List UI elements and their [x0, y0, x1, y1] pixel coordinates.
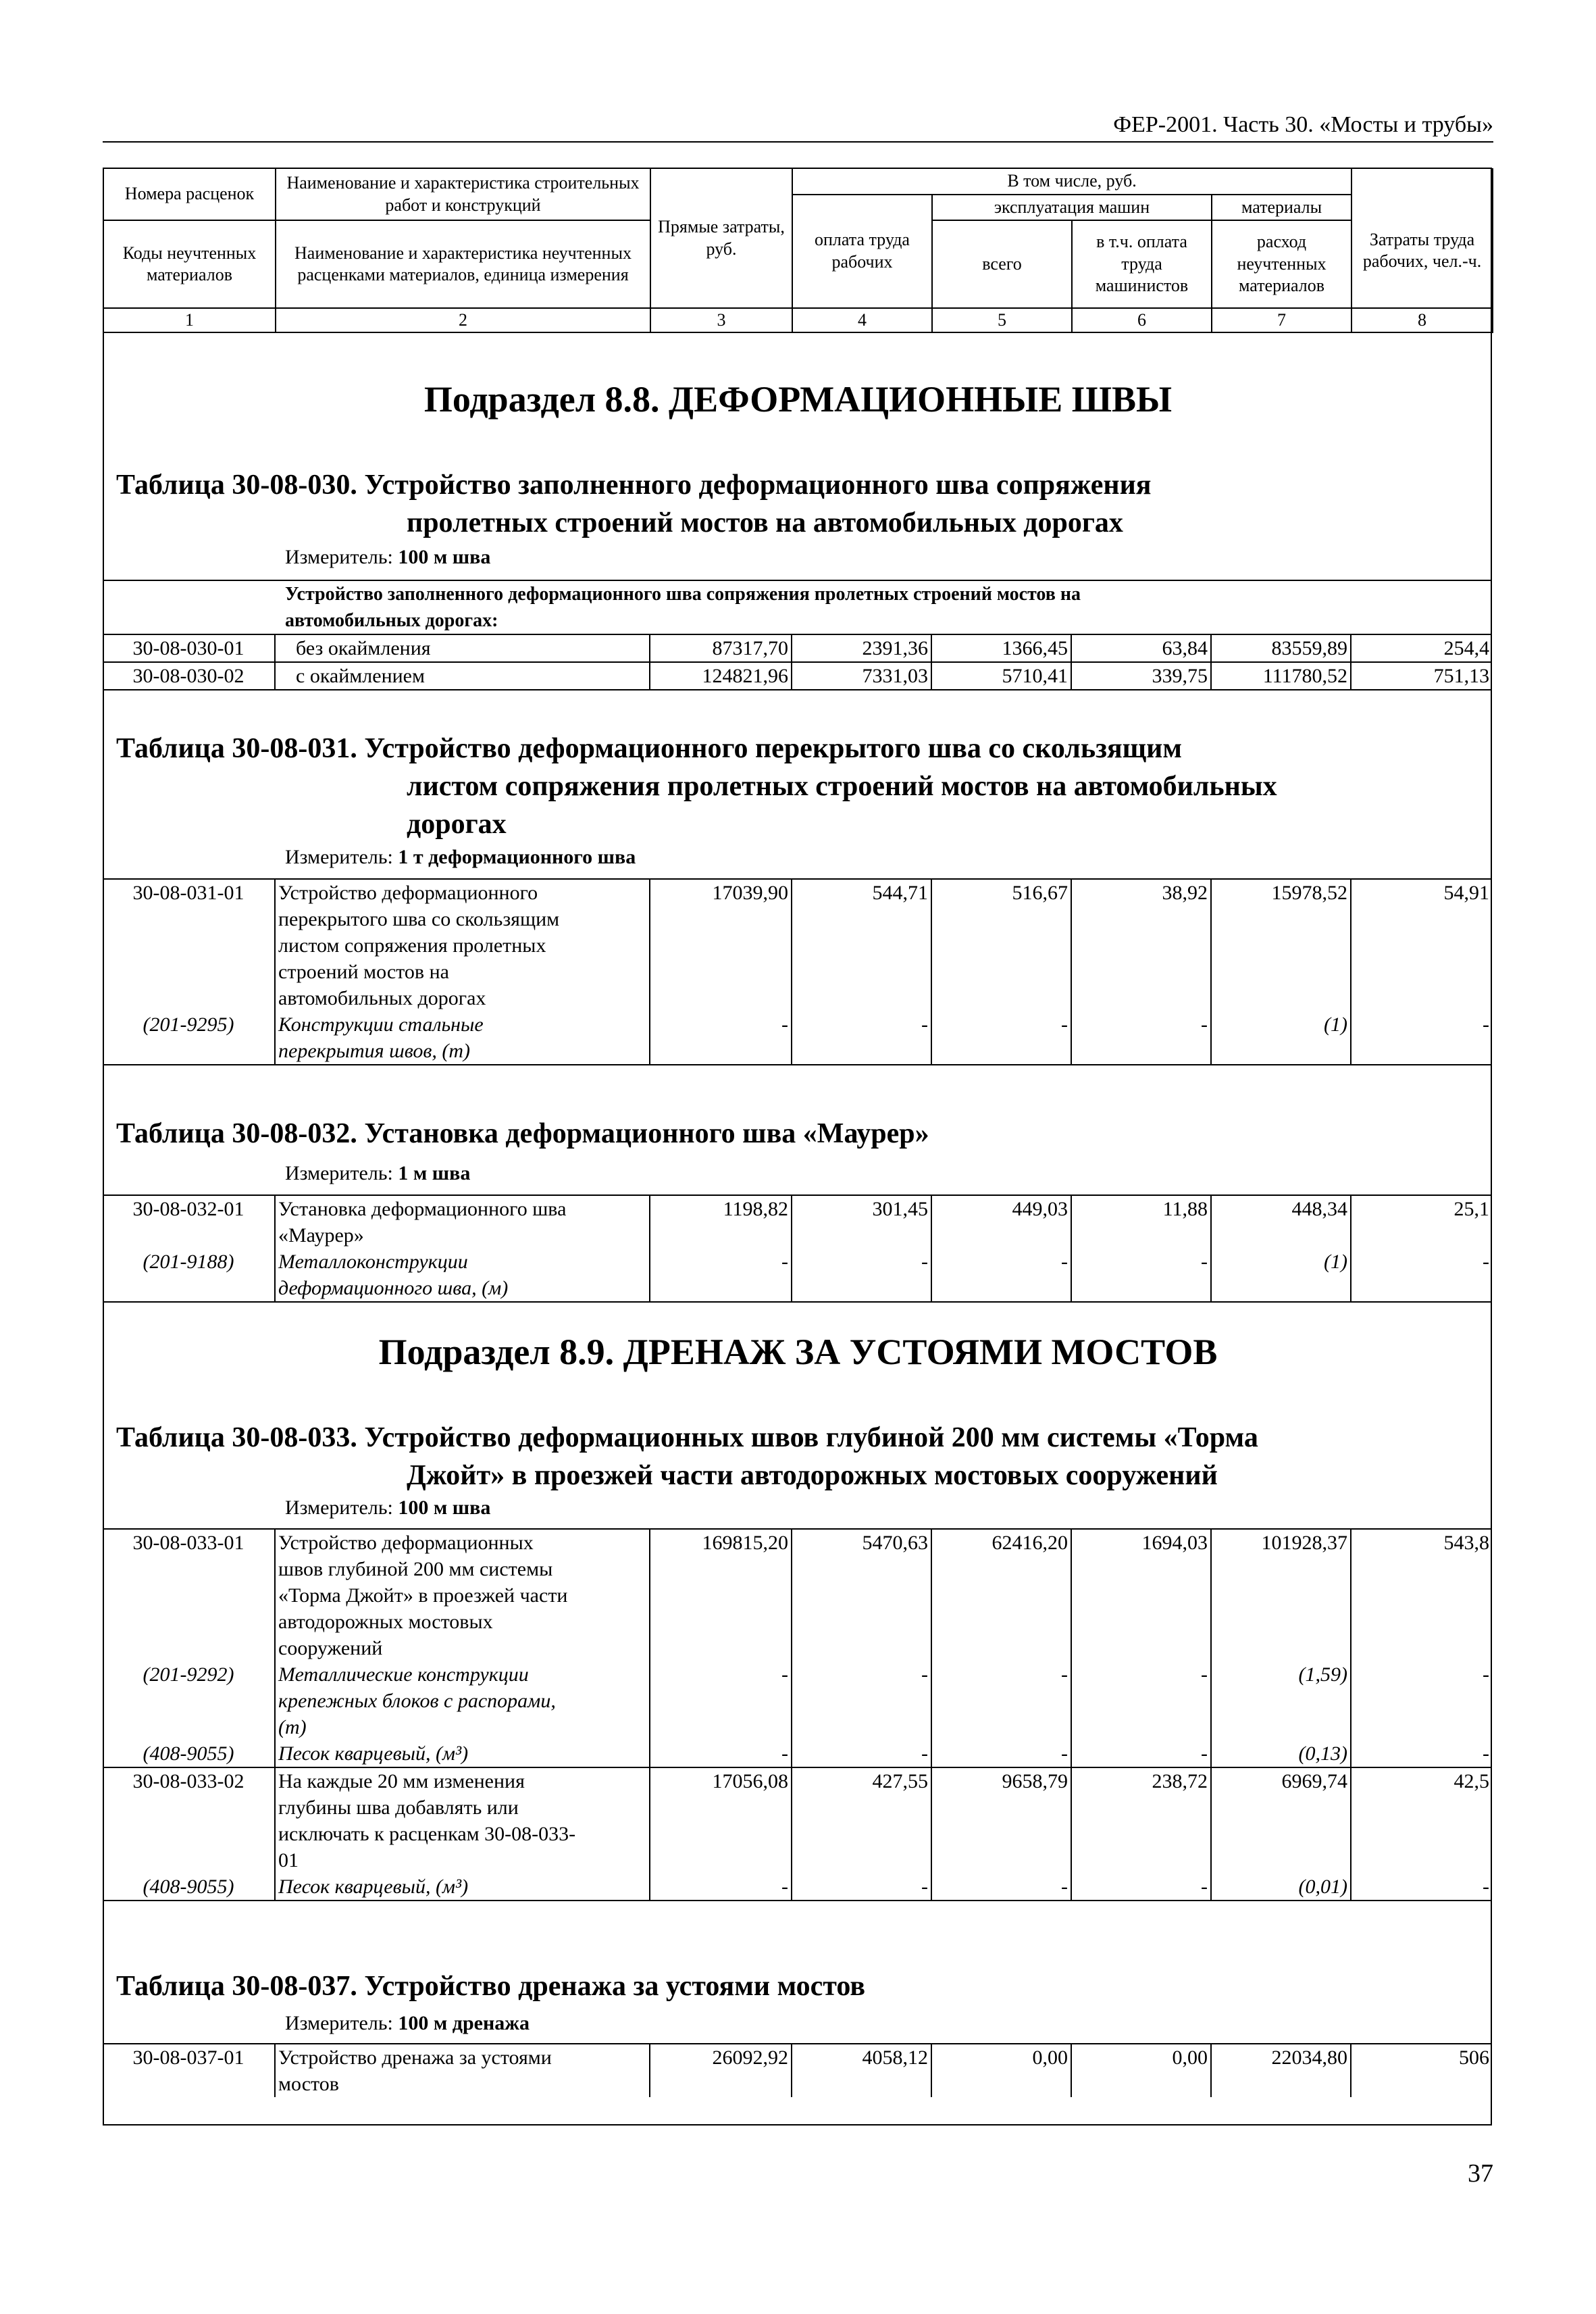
unit-of-measure: Измеритель: 100 м шва [285, 546, 491, 568]
col8-header: Затраты труда рабочих, чел.-ч. [1352, 195, 1493, 309]
material-row: (201-9188) Металлоконструкции деформационного шва, (м) - - - - (1) - [103, 1249, 1492, 1302]
table-title: Таблица 30-08-032. Установка деформационного шва «Маурер» [116, 1118, 929, 1149]
page-number: 37 [1468, 2159, 1493, 2188]
unit-of-measure: Измеритель: 1 м шва [285, 1162, 471, 1184]
header-rule [103, 141, 1493, 143]
col-number: 5 [932, 308, 1072, 332]
running-header: ФЕР-2001. Часть 30. «Мосты и трубы» [1113, 112, 1493, 137]
col-number: 8 [1352, 308, 1493, 332]
in-total-header: В том числе, руб. [792, 168, 1352, 195]
rates-table [103, 580, 1492, 690]
table-row: 30-08-037-01 Устройство дренажа за устоями мостов 26092,92 4058,12 0,00 0,00 22034,80 506 [103, 2044, 1492, 2097]
material-row: (408-9055) Песок кварцевый, (м³) - - - - (0,01) - [103, 1873, 1492, 1901]
material-row: (201-9292) Металлические конструкции крепежных блоков с распорами, (т) - - - - (1,59) - [103, 1661, 1492, 1740]
table-row: 30-08-031-01 Устройство деформационного перекрытого шва со скользящим листом сопряжения пролетных строений мостов на автомобильных дорогах 17039,90 544,71 516,67 38,92 15978,52 54,91 [103, 879, 1492, 1011]
col1-bottom: Коды неучтенных материалов [103, 220, 276, 308]
col7-header: расход неучтенных материалов [1212, 220, 1352, 308]
unit-of-measure: Измеритель: 100 м дренажа [285, 2012, 530, 2034]
section-heading: Подраздел 8.9. ДРЕНАЖ ЗА УСТОЯМИ МОСТОВ [378, 1332, 1218, 1372]
table-title: Таблица 30-08-031. Устройство деформационного перекрытого шва со скользящим листом сопряжения пролетных строений мостов на автомобильных дорогах [116, 733, 1277, 840]
group-heading: автомобильных дорогах: [285, 610, 498, 631]
rates-table [103, 878, 1492, 1065]
table-row: 30-08-030-01 без окаймления 87317,70 2391,36 1366,45 63,84 83559,89 254,4 [103, 634, 1492, 662]
rates-table [103, 1194, 1492, 1303]
table-row: 30-08-032-01 Установка деформационного шва «Маурер» 1198,82 301,45 449,03 11,88 448,34 25,1 [103, 1195, 1492, 1249]
col-number: 1 [103, 308, 276, 332]
section-heading: Подраздел 8.8. ДЕФОРМАЦИОННЫЕ ШВЫ [423, 379, 1173, 420]
rates-table [103, 1528, 1492, 1901]
rates-table [103, 2043, 1492, 2097]
materials-header: материалы [1212, 195, 1352, 221]
col2-top: Наименование и характеристика строительных работ и конструкций [276, 168, 650, 220]
table-row: 30-08-033-02 На каждые 20 мм изменения глубины шва добавлять или исключать к расценкам 30-08-033- 01 17056,08 427,55 9658,79 238,72 6969,74 42,5 [103, 1767, 1492, 1873]
col5-header: всего [932, 220, 1072, 308]
material-row: (408-9055) Песок кварцевый, (м³) - - - - (0,13) - [103, 1740, 1492, 1767]
column-header-table [103, 168, 1493, 333]
col-number: 2 [276, 308, 650, 332]
col6-header: в т.ч. оплата труда машинистов [1072, 220, 1212, 308]
col4-header: оплата труда рабочих [792, 195, 932, 309]
col-number: 3 [650, 308, 792, 332]
table-title: Таблица 30-08-030. Устройство заполненного деформационного шва сопряжения пролетных строений мостов на автомобильных дорогах [116, 470, 1152, 538]
table-title: Таблица 30-08-033. Устройство деформационных швов глубиной 200 мм системы «Торма Джойт» в проезжей части автодорожных мостовых сооружений [116, 1422, 1258, 1491]
group-heading: Устройство заполненного деформационного шва сопряжения пролетных строений мостов на [103, 580, 1492, 607]
col3-header: Прямые затраты, руб. [650, 168, 792, 308]
col-number: 6 [1072, 308, 1212, 332]
table-row: 30-08-030-02 с окаймлением 124821,96 7331,03 5710,41 339,75 111780,52 751,13 [103, 662, 1492, 690]
col-number: 7 [1212, 308, 1352, 332]
machines-header: эксплуатация машин [932, 195, 1212, 221]
col-number: 4 [792, 308, 932, 332]
col1-top: Номера расценок [103, 168, 276, 220]
unit-of-measure: Измеритель: 1 т деформационного шва [285, 846, 636, 868]
col2-bottom: Наименование и характеристика неучтенных расценками материалов, единица измерения [276, 220, 650, 308]
material-row: (201-9295) Конструкции стальные перекрытия швов, (т) - - - - (1) - [103, 1011, 1492, 1065]
table-row: 30-08-033-01 Устройство деформационных швов глубиной 200 мм системы «Торма Джойт» в проезжей части автодорожных мостовых сооружений 169815,20 5470,63 62416,20 1694,03 101928,37 543,8 [103, 1529, 1492, 1661]
table-title: Таблица 30-08-037. Устройство дренажа за устоями мостов [116, 1971, 866, 2002]
unit-of-measure: Измеритель: 100 м шва [285, 1496, 491, 1519]
